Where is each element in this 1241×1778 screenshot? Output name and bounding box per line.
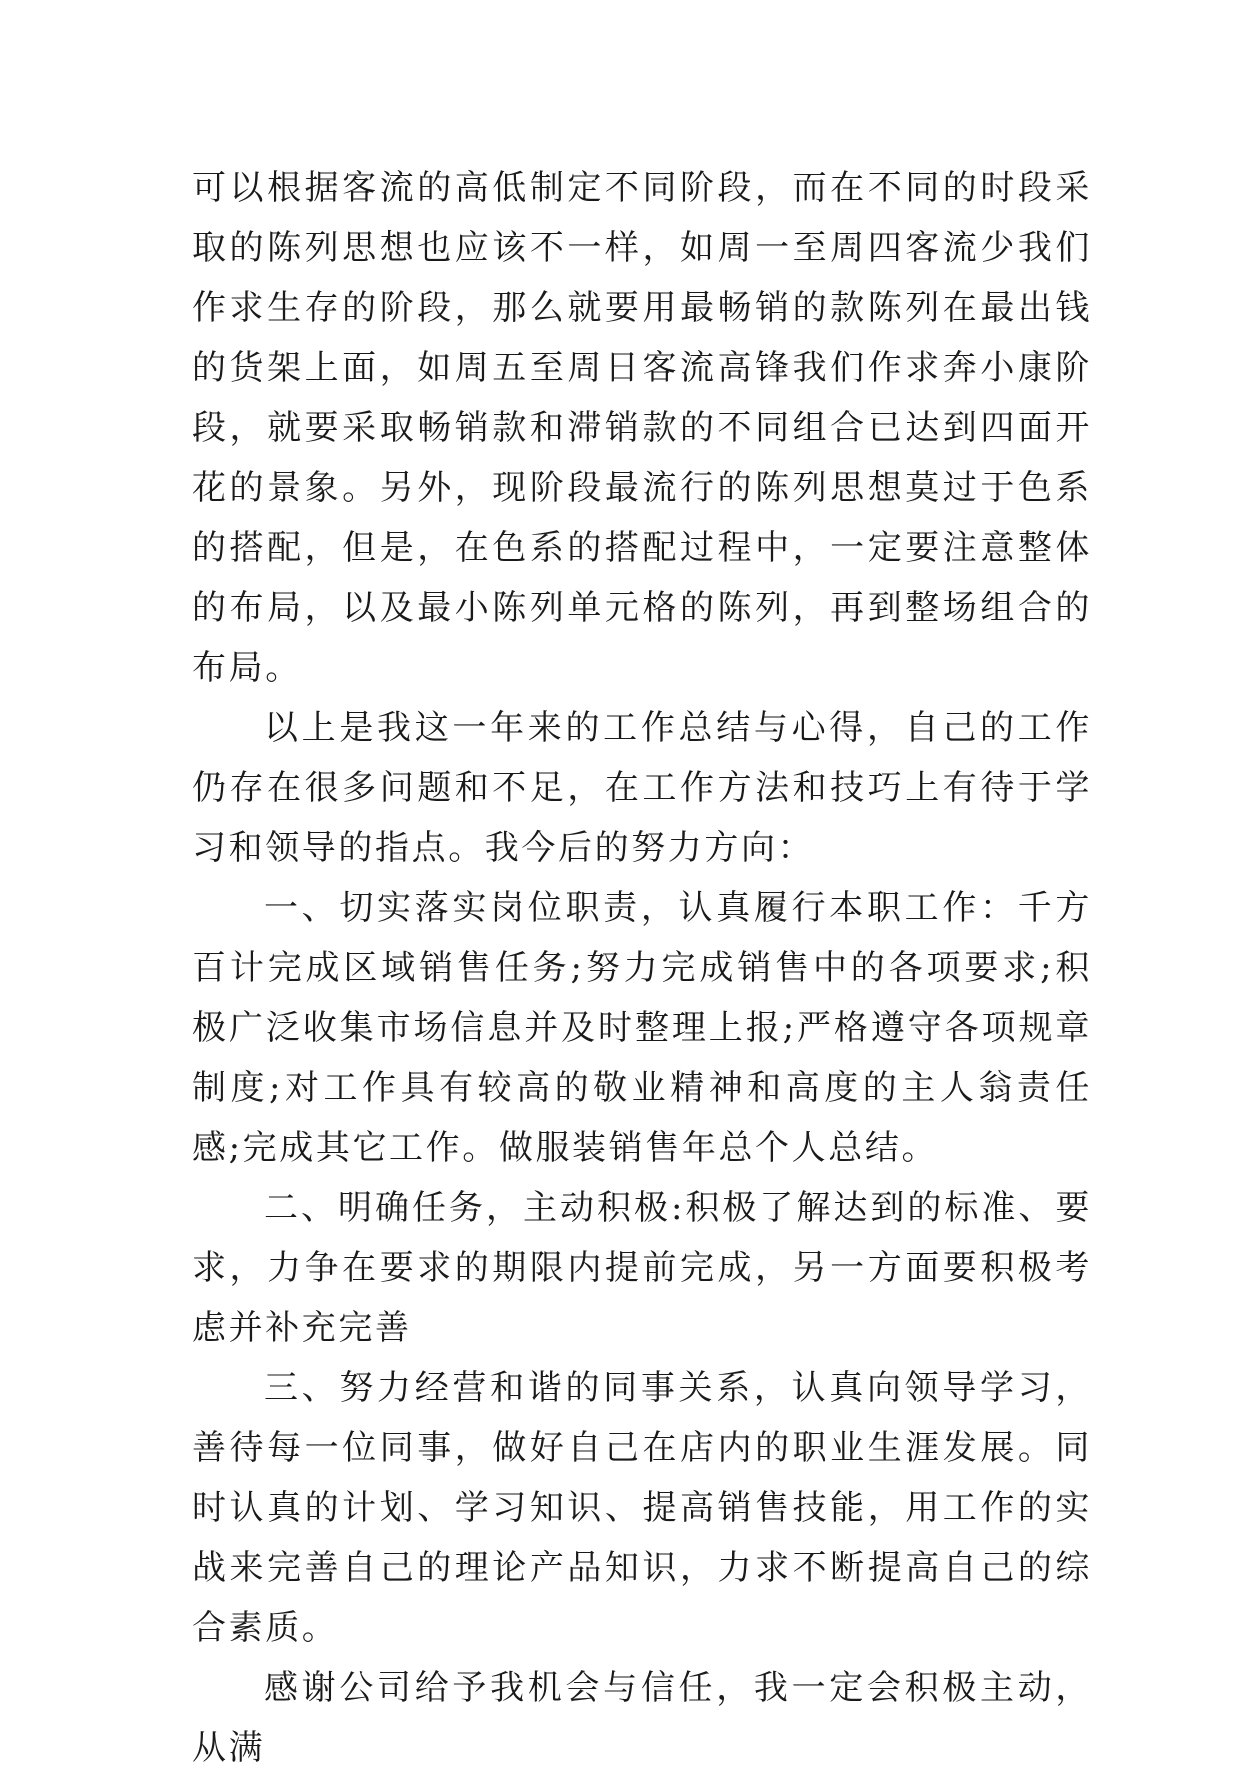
paragraph-goal-two: 二、明确任务，主动积极:积极了解达到的标准、要求，力争在要求的期限内提前完成，另一方面要积极考虑并补充完善 — [192, 1188, 1092, 1348]
paragraph-summary: 以上是我这一年来的工作总结与心得，自己的工作仍存在很多问题和不足，在工作方法和技巧上有待于学习和领导的指点。我今后的努力方向： — [192, 708, 1092, 868]
paragraph-display-strategy: 可以根据客流的高低制定不同阶段，而在不同的时段采取的陈列思想也应该不一样，如周一至周四客流少我们作求生存的阶段，那么就要用最畅销的款陈列在最出钱的货架上面，如周五至周日客流高锋我们作求奔小康阶段，就要采取畅销款和滞销款的不同组合已达到四面开花的景象。另外，现阶段最流行的陈列思想莫过于色系的搭配，但是，在色系的搭配过程中，一定要注意整体的布局，以及最小陈列单元格的陈列，再到整场组合的布局。 — [192, 168, 1092, 688]
paragraph-thanks: 感谢公司给予我机会与信任，我一定会积极主动，从满 — [192, 1668, 1092, 1768]
document-body — [192, 158, 1092, 1778]
paragraph-goal-three: 三、努力经营和谐的同事关系，认真向领导学习，善待每一位同事，做好自己在店内的职业生涯发展。同时认真的计划、学习知识、提高销售技能，用工作的实战来完善自己的理论产品知识，力求不断提高自己的综合素质。 — [192, 1368, 1092, 1648]
paragraph-goal-one: 一、切实落实岗位职责，认真履行本职工作：千方百计完成区域销售任务;努力完成销售中的各项要求;积极广泛收集市场信息并及时整理上报;严格遵守各项规章制度;对工作具有较高的敬业精神和高度的主人翁责任感;完成其它工作。做服装销售年总个人总结。 — [192, 888, 1092, 1168]
